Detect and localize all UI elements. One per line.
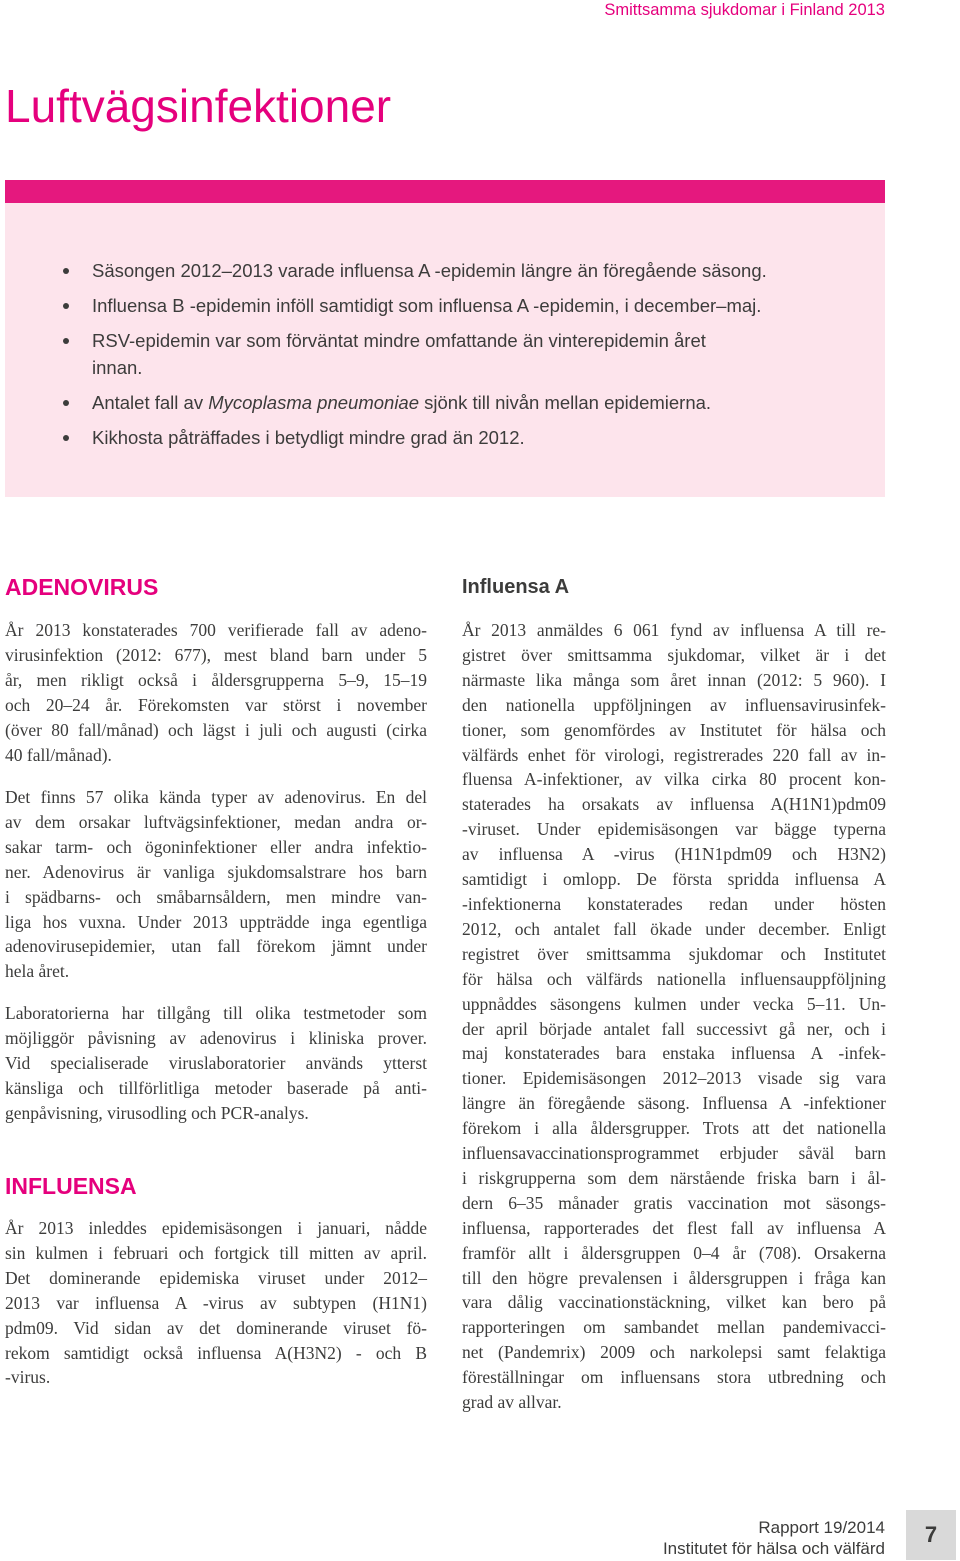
text-line: sakar tarm- och ögoninfektioner eller andra infektio- xyxy=(5,836,427,857)
summary-bullet xyxy=(92,257,767,284)
text-line: rekom samtidigt också influensa A(H3N2) - och B xyxy=(5,1342,427,1363)
text-line: framför allt i åldersgruppen 0–4 år (708). Orsakerna xyxy=(462,1242,886,1263)
text-line: der april började antalet fall successivt gå ner, och i xyxy=(462,1018,886,1039)
text-line: hela året. xyxy=(5,961,70,982)
text-line: grad av allvar. xyxy=(462,1392,562,1413)
text-line: 2012, och antalet fall ökade under december. Enligt xyxy=(462,918,886,939)
text-line: i spädbarns- och småbarnsåldern, men mindre van- xyxy=(5,886,427,907)
summary-bullet xyxy=(92,292,767,319)
text-line: år, men rikligt också i åldersgrupperna 5–9, 15–19 xyxy=(5,669,427,690)
bullet-icon xyxy=(63,303,69,309)
text-line: rapporteringen om sambandet mellan pandemivacci- xyxy=(462,1317,886,1338)
text-line: staterades ha orsakats av influensa A(H1N1)pdm09 xyxy=(462,794,886,815)
text-line: möjliggör påvisning av adenovirus i kliniska prover. xyxy=(5,1027,427,1048)
bullet-text: sjönk till nivån mellan epidemierna. xyxy=(419,392,712,413)
text-line: ner. Adenovirus är vanliga sjukdomsalstrare hos barn xyxy=(5,861,427,882)
text-line: och 20–24 år. Förekomsten var störst i november xyxy=(5,694,427,715)
bullet-text: Antalet fall av xyxy=(92,392,209,413)
page-number: 7 xyxy=(906,1510,956,1560)
text-line: Vid specialiserade viruslaboratorier används ytterst xyxy=(5,1052,427,1073)
bullet-text: Säsongen 2012–2013 varade influensa A -epidemin längre än föregående säsong. xyxy=(92,260,767,281)
bullet-icon xyxy=(63,400,69,406)
influensa-a-paragraph-1 xyxy=(462,618,886,1415)
text-line: Det dominerande epidemiska viruset under 2012– xyxy=(5,1267,427,1288)
influensa-paragraph-1 xyxy=(5,1216,427,1390)
text-line: känsliga och tillförlitliga metoder baserade på anti- xyxy=(5,1077,427,1098)
bullet-text: RSV-epidemin var som förväntat mindre omfattande än vinterepidemin året xyxy=(92,330,706,351)
text-line: sin kulmen i februari och fortgick till mitten av april. xyxy=(5,1242,427,1263)
text-line: Laboratorierna har tillgång till olika testmetoder som xyxy=(5,1003,427,1023)
footer-report-number: Rapport 19/2014 xyxy=(758,1518,885,1537)
text-line: pdm09. Vid sidan av det dominerande viruset fö- xyxy=(5,1317,427,1338)
summary-bullet-list xyxy=(92,257,767,459)
text-line: av influensa A -virus (H1N1pdm09 och H3N2) xyxy=(462,844,886,865)
text-line: tioner. Epidemisäsongen 2012–2013 visade sig vara xyxy=(462,1068,886,1089)
bullet-text: Kikhosta påträffades i betydligt mindre grad än 2012. xyxy=(92,427,525,448)
text-line: gistret över smittsamma sjukdomar, vilket är i det xyxy=(462,644,886,665)
section-heading-adenovirus: ADENOVIRUS xyxy=(5,574,159,600)
running-header: Smittsamma sjukdomar i Finland 2013 xyxy=(604,1,885,19)
adenovirus-paragraph-3 xyxy=(5,1001,427,1126)
text-line: vara dålig vaccinationstäckning, vilket kan bero på xyxy=(462,1292,886,1313)
text-line: närmaste lika många som året innan (2012: 5 960). I xyxy=(462,669,886,690)
text-line: -viruset. Under epidemisäsongen var bägge typerna xyxy=(462,819,886,840)
summary-bullet xyxy=(92,327,767,381)
text-line: virusinfektion (2012: 677), mest bland barn under 5 xyxy=(5,644,427,665)
text-line: fluensa A-infektioner, av vilka cirka 80 procent kon- xyxy=(462,769,886,790)
adenovirus-paragraph-1 xyxy=(5,618,427,767)
text-line: 40 fall/månad). xyxy=(5,744,112,765)
text-line: föreställningar om influensans stora utbredning och xyxy=(462,1367,886,1388)
text-line: influensa, rapporterades det flest fall av influensa A xyxy=(462,1217,886,1238)
text-line: År 2013 anmäldes 6 061 fynd av influensa A till re- xyxy=(462,620,886,640)
text-line: -infektionerna konstaterades redan under hösten xyxy=(462,893,886,914)
summary-bullet xyxy=(92,424,767,451)
bullet-icon xyxy=(63,338,69,344)
text-line: adenovirusepidemier, utan fall förekom jämnt under xyxy=(5,936,427,957)
text-line: genpåvisning, virusodling och PCR-analys. xyxy=(5,1102,309,1123)
text-line: uppnåddes säsongens kulmen under vecka 5–11. Un- xyxy=(462,993,886,1014)
bullet-icon xyxy=(63,268,69,274)
text-line: maj konstaterades bara enstaka influensa A -infek- xyxy=(462,1043,886,1064)
text-line: liga hos vuxna. Under 2013 uppträdde inga egentliga xyxy=(5,911,427,932)
text-line: influensavaccinationsprogrammet erbjuder såväl barn xyxy=(462,1143,886,1164)
text-line: tioner, som genomfördes av Institutet för hälsa och xyxy=(462,719,886,740)
footer-publisher: Institutet för hälsa och välfärd xyxy=(662,1539,885,1558)
subsection-heading-influensa-a: Influensa A xyxy=(462,576,570,598)
text-line: dern 6–35 månader gratis vaccination mot säsongs- xyxy=(462,1192,886,1213)
text-line: välfärds enhet för virologi, registrerades 220 fall av in- xyxy=(462,744,886,765)
text-line: År 2013 inleddes epidemisäsongen i januari, nådde xyxy=(5,1218,427,1238)
text-line: förekom i alla åldersgrupper. Trots att det nationella xyxy=(462,1118,886,1139)
section-heading-influensa: INFLUENSA xyxy=(5,1173,137,1199)
text-line: längre än föregående säsong. Influensa A -infektioner xyxy=(462,1093,886,1114)
summary-accent-bar xyxy=(5,180,885,203)
text-line: År 2013 konstaterades 700 verifierade fall av adeno- xyxy=(5,620,427,640)
text-line: till den högre prevalensen i åldersgruppen i fråga kan xyxy=(462,1267,886,1288)
summary-bullet xyxy=(92,389,767,416)
text-line: för hälsa och välfärds nationella influensauppföljning xyxy=(462,968,886,989)
text-line: net (Pandemrix) 2009 och narkolepsi samt felaktiga xyxy=(462,1342,886,1363)
bullet-text: Influensa B -epidemin inföll samtidigt som influensa A -epidemin, i december–maj. xyxy=(92,295,762,316)
text-line: 2013 var influensa A -virus av subtypen (H1N1) xyxy=(5,1292,427,1313)
text-line: registret över smittsamma sjukdomar och Institutet xyxy=(462,943,886,964)
text-line: Det finns 57 olika kända typer av adenovirus. En del xyxy=(5,787,427,807)
text-line: samtidigt i omlopp. De första spridda influensa A xyxy=(462,869,886,890)
adenovirus-paragraph-2 xyxy=(5,785,427,984)
page-title: Luftvägsinfektioner xyxy=(5,80,392,132)
text-line: -virus. xyxy=(5,1367,51,1388)
bullet-icon xyxy=(63,435,69,441)
text-line: (över 80 fall/månad) och lägst i juli och augusti (cirka xyxy=(5,719,427,740)
species-name: Mycoplasma pneumoniae xyxy=(208,392,420,413)
text-line: i riskgrupperna som dem närstående friska barn i ål- xyxy=(462,1167,886,1188)
bullet-text: innan. xyxy=(92,357,143,378)
text-line: den nationella uppföljningen av influensavirusinfek- xyxy=(462,694,886,715)
text-line: av dem orsakar luftvägsinfektioner, medan andra or- xyxy=(5,811,427,832)
